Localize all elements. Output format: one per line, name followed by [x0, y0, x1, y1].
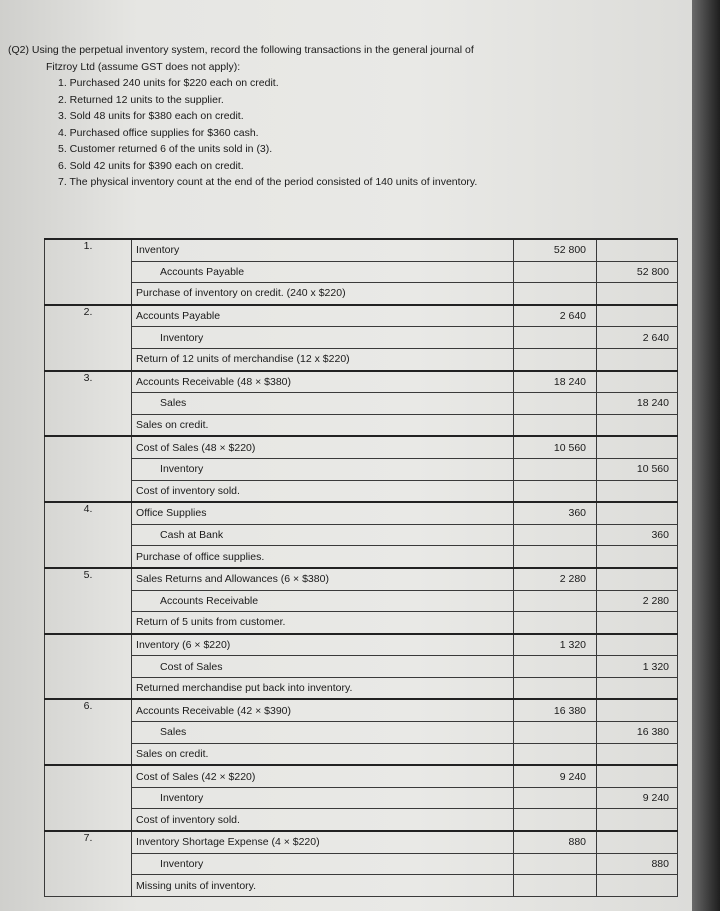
transaction-item: 5. Customer returned 6 of the units sold in (3). [58, 143, 273, 155]
credit-amount [597, 239, 678, 261]
journal-row [45, 327, 678, 349]
transaction-list [8, 75, 688, 191]
debit-amount: 2 280 [514, 568, 597, 590]
journal-row [45, 809, 678, 831]
journal-row [45, 502, 678, 524]
transaction-item: 6. Sold 42 units for $390 each on credit. [58, 159, 244, 172]
journal-row [45, 480, 678, 502]
account-name: Accounts Receivable [132, 590, 514, 612]
account-name: Cost of Sales (42 × $220) [132, 765, 514, 787]
journal-row [45, 348, 678, 370]
entry-narration: Cost of inventory sold. [132, 809, 514, 831]
entry-narration: Sales on credit. [132, 414, 514, 436]
entry-number: 2. [45, 305, 132, 371]
entry-number: 4. [45, 502, 132, 568]
credit-amount [597, 436, 678, 458]
debit-amount [514, 853, 597, 875]
entry-number [45, 634, 132, 700]
entry-narration: Sales on credit. [132, 743, 514, 765]
journal-row [45, 656, 678, 678]
entry-narration: Missing units of inventory. [132, 875, 514, 897]
entry-number: 5. [45, 568, 132, 634]
question-block [8, 42, 688, 191]
journal-row [45, 261, 678, 283]
journal-row [45, 853, 678, 875]
credit-amount [597, 371, 678, 393]
journal-row [45, 590, 678, 612]
debit-amount: 10 560 [514, 436, 597, 458]
account-name: Cash at Bank [132, 524, 514, 546]
credit-amount: 10 560 [597, 458, 678, 480]
credit-amount [597, 809, 678, 831]
entry-number: 7. [45, 831, 132, 896]
journal-row [45, 634, 678, 656]
debit-amount [514, 393, 597, 415]
entry-number: 6. [45, 699, 132, 765]
account-name: Inventory [132, 458, 514, 480]
debit-amount [514, 590, 597, 612]
account-name: Sales [132, 393, 514, 415]
entry-number [45, 436, 132, 502]
account-name: Inventory (6 × $220) [132, 634, 514, 656]
credit-amount [597, 502, 678, 524]
credit-amount: 880 [597, 853, 678, 875]
debit-amount [514, 348, 597, 370]
credit-amount: 52 800 [597, 261, 678, 283]
entry-narration: Purchase of office supplies. [132, 546, 514, 568]
journal-row [45, 743, 678, 765]
credit-amount: 16 380 [597, 722, 678, 744]
credit-amount [597, 765, 678, 787]
credit-amount [597, 634, 678, 656]
credit-amount [597, 546, 678, 568]
journal-row [45, 831, 678, 853]
general-journal-table [44, 238, 678, 897]
entry-narration: Cost of inventory sold. [132, 480, 514, 502]
debit-amount [514, 722, 597, 744]
debit-amount: 18 240 [514, 371, 597, 393]
journal-row [45, 393, 678, 415]
credit-amount: 360 [597, 524, 678, 546]
account-name: Office Supplies [132, 502, 514, 524]
entry-number: 3. [45, 371, 132, 437]
debit-amount: 880 [514, 831, 597, 853]
journal-row [45, 305, 678, 327]
credit-amount [597, 875, 678, 897]
journal-row [45, 699, 678, 721]
debit-amount [514, 327, 597, 349]
entry-narration: Purchase of inventory on credit. (240 x $220) [132, 283, 514, 305]
account-name: Inventory [132, 239, 514, 261]
account-name: Accounts Payable [132, 261, 514, 283]
debit-amount [514, 524, 597, 546]
debit-amount: 9 240 [514, 765, 597, 787]
journal-row [45, 239, 678, 261]
transaction-item: 7. The physical inventory count at the end of the period consisted of 140 units of inventory. [58, 176, 478, 188]
journal-row [45, 875, 678, 897]
account-name: Sales Returns and Allowances (6 × $380) [132, 568, 514, 590]
credit-amount: 2 280 [597, 590, 678, 612]
transaction-item: 1. Purchased 240 units for $220 each on credit. [58, 77, 279, 89]
credit-amount: 18 240 [597, 393, 678, 415]
entry-narration: Return of 12 units of merchandise (12 x $220) [132, 348, 514, 370]
credit-amount [597, 480, 678, 502]
debit-amount: 1 320 [514, 634, 597, 656]
journal-row [45, 612, 678, 634]
debit-amount [514, 787, 597, 809]
journal-row [45, 546, 678, 568]
journal-row [45, 787, 678, 809]
credit-amount [597, 568, 678, 590]
debit-amount [514, 480, 597, 502]
journal-row [45, 677, 678, 699]
debit-amount [514, 283, 597, 305]
credit-amount [597, 283, 678, 305]
transaction-item: 2. Returned 12 units to the supplier. [58, 93, 224, 106]
debit-amount [514, 261, 597, 283]
debit-amount [514, 458, 597, 480]
debit-amount [514, 809, 597, 831]
question-heading-cont: Fitzroy Ltd (assume GST does not apply): [46, 60, 241, 73]
page-edge-shadow [692, 0, 720, 911]
account-name: Inventory [132, 787, 514, 809]
debit-amount [514, 546, 597, 568]
entry-number [45, 765, 132, 831]
debit-amount: 16 380 [514, 699, 597, 721]
account-name: Accounts Receivable (48 × $380) [132, 371, 514, 393]
debit-amount: 52 800 [514, 239, 597, 261]
credit-amount [597, 612, 678, 634]
account-name: Cost of Sales (48 × $220) [132, 436, 514, 458]
debit-amount [514, 414, 597, 436]
credit-amount: 1 320 [597, 656, 678, 678]
credit-amount [597, 414, 678, 436]
account-name: Accounts Receivable (42 × $390) [132, 699, 514, 721]
account-name: Inventory Shortage Expense (4 × $220) [132, 831, 514, 853]
credit-amount: 2 640 [597, 327, 678, 349]
journal-row [45, 458, 678, 480]
transaction-item: 4. Purchased office supplies for $360 cash. [58, 126, 259, 139]
credit-amount [597, 677, 678, 699]
debit-amount: 2 640 [514, 305, 597, 327]
credit-amount: 9 240 [597, 787, 678, 809]
journal-row [45, 371, 678, 393]
debit-amount: 360 [514, 502, 597, 524]
journal-row [45, 436, 678, 458]
account-name: Cost of Sales [132, 656, 514, 678]
journal-row [45, 414, 678, 436]
journal-row [45, 283, 678, 305]
credit-amount [597, 305, 678, 327]
credit-amount [597, 699, 678, 721]
journal-row [45, 765, 678, 787]
account-name: Accounts Payable [132, 305, 514, 327]
journal-row [45, 524, 678, 546]
debit-amount [514, 875, 597, 897]
transaction-item: 3. Sold 48 units for $380 each on credit. [58, 110, 244, 122]
entry-narration: Return of 5 units from customer. [132, 612, 514, 634]
credit-amount [597, 348, 678, 370]
debit-amount [514, 612, 597, 634]
debit-amount [514, 677, 597, 699]
debit-amount [514, 743, 597, 765]
credit-amount [597, 831, 678, 853]
credit-amount [597, 743, 678, 765]
account-name: Inventory [132, 327, 514, 349]
account-name: Sales [132, 722, 514, 744]
entry-narration: Returned merchandise put back into inventory. [132, 677, 514, 699]
entry-number: 1. [45, 239, 132, 305]
journal-row [45, 568, 678, 590]
debit-amount [514, 656, 597, 678]
journal-row [45, 722, 678, 744]
question-heading: (Q2) Using the perpetual inventory system, record the following transactions in the general journal of [8, 44, 474, 56]
account-name: Inventory [132, 853, 514, 875]
